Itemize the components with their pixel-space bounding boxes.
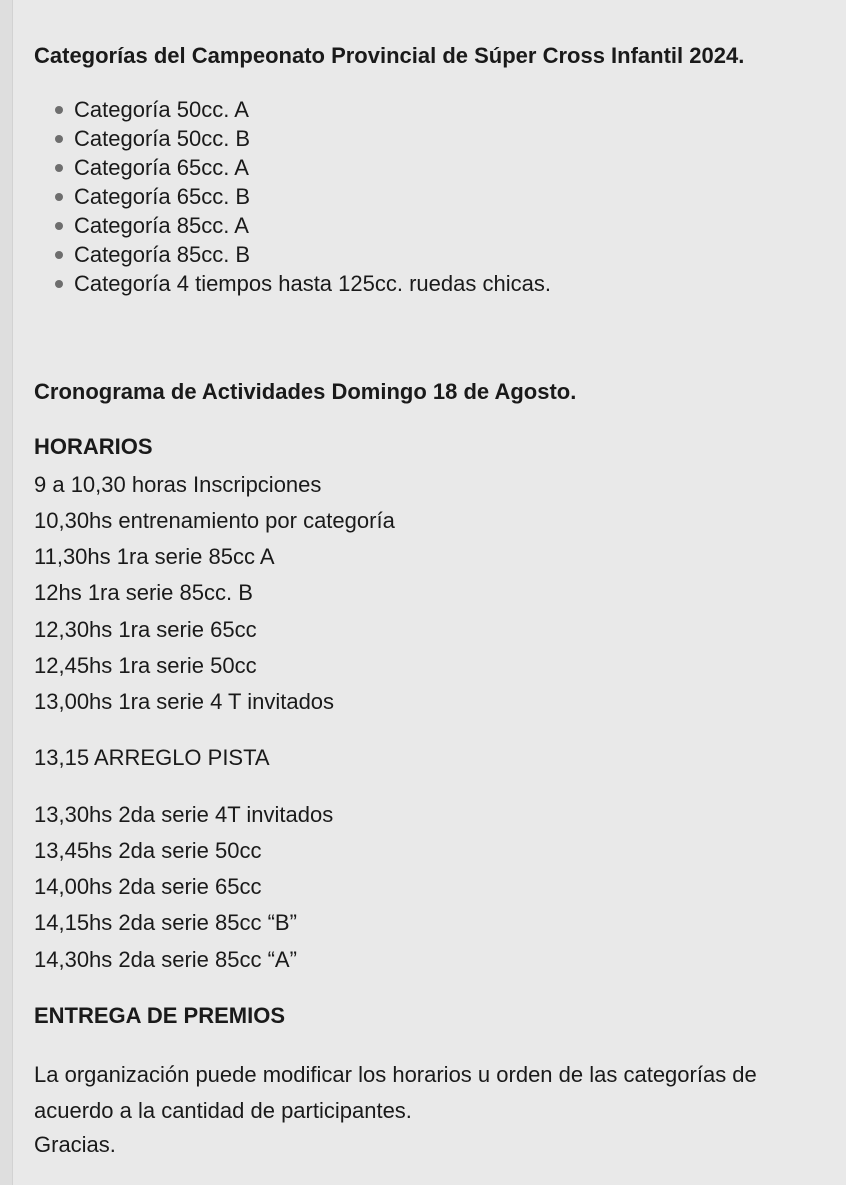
schedule-line: 12,30hs 1ra serie 65cc — [34, 617, 257, 642]
schedule-line: 13,30hs 2da serie 4T invitados — [34, 802, 334, 827]
schedule-line: 14,00hs 2da serie 65cc — [34, 874, 262, 899]
schedule-line: 10,30hs entrenamiento por categoría — [34, 508, 395, 533]
list-item: Categoría 85cc. A — [34, 211, 551, 240]
track-break-line: 13,15 ARREGLO PISTA — [34, 745, 270, 770]
thanks-text: Gracias. — [34, 1132, 116, 1157]
list-item: Categoría 65cc. B — [34, 182, 551, 211]
schedule-line: 11,30hs 1ra serie 85cc A — [34, 544, 275, 569]
schedule-line: 14,30hs 2da serie 85cc “A” — [34, 947, 297, 972]
schedule-line: 14,15hs 2da serie 85cc “B” — [34, 910, 297, 935]
schedule-line: 13,00hs 1ra serie 4 T invitados — [34, 689, 335, 714]
horarios-heading: HORARIOS — [34, 434, 153, 459]
list-item: Categoría 4 tiempos hasta 125cc. ruedas chicas. — [34, 269, 551, 298]
awards-heading: ENTREGA DE PREMIOS — [34, 1003, 285, 1028]
schedule-line: 13,45hs 2da serie 50cc — [34, 838, 262, 863]
organization-note: La organización puede modificar los horarios u orden de las categorías de acuerdo a la cantidad de participantes. — [34, 1062, 757, 1123]
categories-list — [34, 95, 551, 298]
schedule-line: 12,45hs 1ra serie 50cc — [34, 653, 257, 678]
categories-heading: Categorías del Campeonato Provincial de Súper Cross Infantil 2024. — [34, 43, 745, 68]
schedule-line: 9 a 10,30 horas Inscripciones — [34, 472, 322, 497]
schedule-heading: Cronograma de Actividades Domingo 18 de Agosto. — [34, 379, 577, 404]
schedule-line: 12hs 1ra serie 85cc. B — [34, 580, 253, 605]
list-item: Categoría 50cc. A — [34, 95, 551, 124]
left-border — [0, 0, 13, 1185]
list-item: Categoría 65cc. A — [34, 153, 551, 182]
list-item: Categoría 50cc. B — [34, 124, 551, 153]
list-item: Categoría 85cc. B — [34, 240, 551, 269]
